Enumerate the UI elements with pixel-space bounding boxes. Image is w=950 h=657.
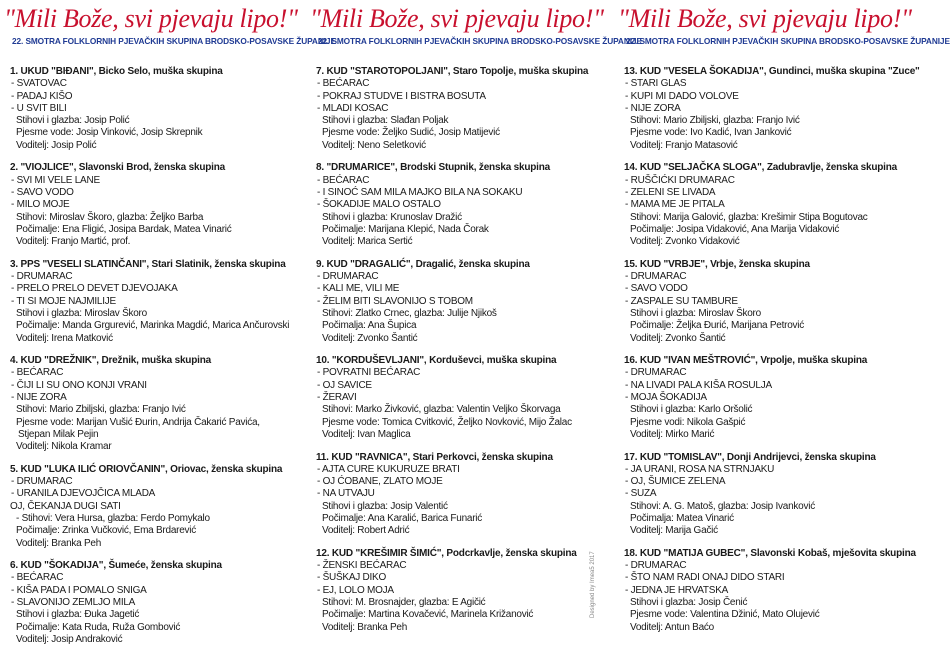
credit-line: Počimalja: Ana Šupica bbox=[322, 320, 417, 332]
column-3 bbox=[618, 0, 950, 633]
poster-title: "Mili Bože, svi pjevaju lipo!" bbox=[618, 4, 912, 33]
poster-title: "Mili Bože, svi pjevaju lipo!" bbox=[4, 4, 298, 33]
song-line: - AJTA CURE KUKURUZE BRATI bbox=[317, 463, 460, 475]
song-line: - KALI ME, VILI ME bbox=[317, 283, 400, 295]
credit-line: Pjesme vode: Željko Sudić, Josip Matijević bbox=[322, 127, 500, 139]
credit-line: Stihovi: Zlatko Crnec, glazba: Julije Njikoš bbox=[322, 307, 497, 319]
song-line: - KIŠA PADA I POMALO SNIGA bbox=[11, 584, 147, 596]
song-line: - JEDNA JE HRVATSKA bbox=[625, 584, 729, 596]
song-line: - BEĆARAC bbox=[317, 78, 370, 90]
performer-entry bbox=[316, 259, 600, 345]
song-line: - KUPI MI DADO VOLOVE bbox=[625, 90, 739, 102]
song-line: - MLADI KOSAC bbox=[317, 102, 389, 114]
credit-line: Pjesme vode: Josip Vinković, Josip Skrepnik bbox=[16, 127, 203, 139]
credit-line: Voditelj: Franjo Matasović bbox=[630, 139, 738, 151]
performer-entry bbox=[624, 547, 916, 634]
song-line: - MILO MOJE bbox=[11, 199, 70, 211]
song-line: - RUŠČIĆKI DRUMARAC bbox=[625, 174, 735, 186]
credit-line: Voditelj: Branka Peh bbox=[322, 621, 408, 633]
performer-heading: 9. KUD "DRAGALIĆ", Dragalić, ženska skupina bbox=[316, 258, 530, 270]
song-line: - PRELO PRELO DEVET DJEVOJAKA bbox=[11, 283, 178, 295]
performer-heading: 12. KUD "KREŠIMIR ŠIMIĆ", Podcrkavlje, ženska skupina bbox=[316, 547, 577, 559]
song-line: - SAVO VODO bbox=[625, 283, 688, 295]
credit-line: Stihovi: M. Brosnajder, glazba: E Agičić bbox=[322, 597, 486, 609]
song-line: - NA UTVAJU bbox=[317, 488, 375, 500]
song-line: - SUZA bbox=[625, 488, 657, 500]
performer-entry bbox=[10, 162, 294, 248]
song-line: - BEĆARAC bbox=[11, 572, 64, 584]
performer-heading: 18. KUD "MATIJA GUBEC", Slavonski Kobaš, mješovita skupina bbox=[624, 547, 916, 559]
credit-line: Stihovi: Marko Živković, glazba: Valentin Veljko Škorvaga bbox=[322, 404, 561, 416]
credit-line: Stihovi i glazba: Miroslav Škoro bbox=[16, 307, 147, 319]
song-line: - SVATOVAC bbox=[11, 78, 67, 90]
song-line: - ČIJI LI SU ONO KONJI VRANI bbox=[11, 379, 147, 391]
credit-line: Voditelj: Ivan Maglica bbox=[322, 428, 411, 440]
song-line: - SLAVONIJO ZEMLJO MILA bbox=[11, 597, 136, 609]
credit-line: Pjesme vode: Tomica Cvitković, Željko Novković, Mijo Žalac bbox=[322, 416, 572, 428]
song-line: - ŽERAVI bbox=[317, 392, 357, 404]
credit-line: Voditelj: Marija Gačić bbox=[630, 525, 718, 537]
song-line: - DRUMARAC bbox=[11, 271, 73, 283]
performer-entry bbox=[624, 452, 908, 538]
credit-line: Stihovi i glazba: Đuka Jagetić bbox=[16, 609, 140, 621]
credit-line: Stjepan Milak Pejin bbox=[18, 428, 99, 440]
performer-heading: 6. KUD "ŠOKADIJA", Šumeće, ženska skupina bbox=[10, 560, 222, 572]
performer-heading: 13. KUD "VESELA ŠOKADIJA", Gundinci, muška skupina "Zuce" bbox=[624, 66, 920, 77]
song-line: - DRUMARAC bbox=[625, 367, 687, 379]
credit-line: Stihovi i glazba: Josip Čenić bbox=[630, 597, 748, 609]
song-line: - SAVO VODO bbox=[11, 186, 74, 198]
song-line: - ZASPALE SU TAMBURE bbox=[625, 295, 738, 307]
performer-entry bbox=[10, 560, 294, 646]
credit-line: Stihovi i glazba: Krunoslav Dražić bbox=[322, 211, 462, 223]
credit-line: Stihovi: A. G. Matoš, glazba: Josip Ivanković bbox=[630, 500, 815, 512]
song-line: - NIJE ZORA bbox=[11, 392, 67, 404]
song-line: - POKRAJ STUDVE I BISTRA BOSUTA bbox=[317, 90, 486, 102]
credit-line: Stihovi: Mario Zbiljski, glazba: Franjo Ivić bbox=[16, 404, 186, 416]
song-line: - ZELENI SE LIVADA bbox=[625, 186, 716, 198]
song-line: - ŠOKADIJE MALO OSTALO bbox=[317, 199, 441, 211]
song-line: - I SINOĆ SAM MILA MAJKO BILA NA SOKAKU bbox=[317, 186, 523, 198]
song-line: - NIJE ZORA bbox=[625, 102, 681, 114]
song-line: - POVRATNI BEĆARAC bbox=[317, 367, 421, 379]
credit-line: Počimalje: Ena Fligić, Josipa Bardak, Matea Vinarić bbox=[16, 223, 232, 235]
song-line: - ŠTO NAM RADI ONAJ DIDO STARI bbox=[625, 572, 785, 584]
performer-entry bbox=[624, 162, 908, 248]
performer-entry bbox=[316, 355, 600, 441]
credit-line: Voditelj: Antun Baćo bbox=[630, 621, 714, 633]
credit-line: Voditelj: Marica Sertić bbox=[322, 236, 413, 248]
performer-heading: 1. UKUD "BIĐANI", Bicko Selo, muška skupina bbox=[10, 66, 223, 77]
song-line: - URANILA DJEVOJČICA MLADA bbox=[11, 488, 156, 500]
song-line: - ŽENSKI BEĆARAC bbox=[317, 560, 407, 572]
credit-line: Počimalje: Martina Kovačević, Marinela Križanović bbox=[322, 609, 534, 621]
performer-entry bbox=[624, 259, 908, 345]
credit-line: Stihovi: Mario Zbiljski, glazba: Franjo Ivić bbox=[630, 115, 800, 127]
song-line: - OJ, ŠUMICE ZELENA bbox=[625, 476, 726, 488]
song-line: - STARI GLAS bbox=[625, 78, 687, 90]
performer-heading: 17. KUD "TOMISLAV", Donji Andrijevci, ženska skupina bbox=[624, 451, 876, 463]
credit-line: - Stihovi: Vera Hursa, glazba: Ferdo Pomykalo bbox=[16, 512, 210, 524]
performer-entry bbox=[624, 66, 920, 152]
designer-credit: Designed by Imea5 2017 bbox=[590, 551, 596, 618]
song-line: - BEĆARAC bbox=[11, 367, 64, 379]
song-line: OJ, ČEKANJA DUGI SATI bbox=[10, 500, 121, 512]
performer-heading: 10. "KORDUŠEVLJANI", Korduševci, muška skupina bbox=[316, 355, 557, 367]
credit-line: Voditelj: Nikola Kramar bbox=[16, 441, 112, 453]
song-line: - BEĆARAC bbox=[317, 174, 370, 186]
song-line: - DRUMARAC bbox=[317, 271, 379, 283]
performer-heading: 16. KUD "IVAN MEŠTROVIĆ", Vrpolje, muška skupina bbox=[624, 355, 868, 367]
credit-line: Stihovi i glazba: Karlo Oršolić bbox=[630, 404, 753, 416]
song-line: - TI SI MOJE NAJMILIJE bbox=[11, 295, 116, 307]
performer-entry bbox=[316, 548, 600, 634]
performer-entry bbox=[10, 66, 294, 152]
credit-line: Voditelj: Josip Polić bbox=[16, 139, 97, 151]
credit-line: Voditelj: Irena Matković bbox=[16, 332, 113, 344]
credit-line: Počimalje: Manda Grgurević, Marinka Magdić, Marica Ančurovski bbox=[16, 320, 290, 332]
poster-subtitle: 22. SMOTRA FOLKLORNIH PJEVAČKIH SKUPINA BRODSKO-POSAVSKE ŽUPANIJE bbox=[12, 36, 336, 46]
poster-subtitle: 22. SMOTRA FOLKLORNIH PJEVAČKIH SKUPINA BRODSKO-POSAVSKE ŽUPANIJE bbox=[318, 36, 642, 46]
credit-line: Počimalje: Zrinka Vučković, Ema Brdarević bbox=[16, 525, 196, 537]
performer-entry bbox=[316, 66, 600, 152]
song-line: - U SVIT BILI bbox=[11, 102, 67, 114]
credit-line: Stihovi i glazba: Miroslav Škoro bbox=[630, 307, 761, 319]
credit-line: Voditelj: Zvonko Šantić bbox=[322, 332, 418, 344]
entries-list bbox=[316, 66, 600, 644]
song-line: - SVI MI VELE LANE bbox=[11, 174, 100, 186]
credit-line: Stihovi i glazba: Slađan Poljak bbox=[322, 115, 449, 127]
credit-line: Voditelj: Zvonko Vidaković bbox=[630, 236, 740, 248]
credit-line: Pjesme vode: Marijan Vušić Đurin, Andrija Čakarić Pavića, bbox=[16, 416, 260, 428]
credit-line: Voditelj: Neno Seletković bbox=[322, 139, 426, 151]
credit-line: Voditelj: Branka Peh bbox=[16, 537, 102, 549]
performer-entry bbox=[316, 452, 600, 538]
credit-line: Stihovi: Miroslav Škoro, glazba: Željko Barba bbox=[16, 211, 204, 223]
performer-heading: 3. PPS "VESELI SLATINČANI", Stari Slatinik, ženska skupina bbox=[10, 258, 286, 270]
song-line: - DRUMARAC bbox=[625, 271, 687, 283]
performer-entry bbox=[10, 259, 294, 345]
song-line: - NA LIVADI PALA KIŠA ROSULJA bbox=[625, 379, 772, 391]
song-line: - OJ SAVICE bbox=[317, 379, 372, 391]
credit-line: Počimalje: Ana Karalić, Barica Funarić bbox=[322, 512, 483, 524]
column-1 bbox=[4, 0, 336, 645]
credit-line: Pjesme vode: Ivo Kadić, Ivan Janković bbox=[630, 127, 792, 139]
entries-list bbox=[624, 66, 920, 644]
credit-line: Voditelj: Josip Andraković bbox=[16, 633, 123, 645]
performer-entry bbox=[316, 162, 600, 248]
performer-entry bbox=[624, 355, 908, 441]
credit-line: Voditelj: Franjo Martić, prof. bbox=[16, 236, 131, 248]
performer-heading: 14. KUD "SELJAČKA SLOGA", Zadubravlje, ženska skupina bbox=[624, 162, 898, 174]
performer-heading: 4. KUD "DREŽNIK", Drežnik, muška skupina bbox=[10, 355, 211, 367]
performer-entry bbox=[10, 464, 294, 550]
credit-line: Počimalje: Josipa Vidaković, Ana Marija Vidaković bbox=[630, 223, 840, 235]
credit-line: Stihovi i glazba: Josip Polić bbox=[16, 115, 130, 127]
song-line: - EJ, LOLO MOJA bbox=[317, 584, 394, 596]
poster-subtitle: 22. SMOTRA FOLKLORNIH PJEVAČKIH SKUPINA BRODSKO-POSAVSKE ŽUPANIJE bbox=[626, 36, 950, 46]
performer-heading: 7. KUD "STAROTOPOLJANI", Staro Topolje, muška skupina bbox=[316, 66, 589, 77]
song-line: - DRUMARAC bbox=[625, 560, 687, 572]
performer-heading: 2. "VIOJLICE", Slavonski Brod, ženska skupina bbox=[10, 162, 225, 174]
performer-heading: 15. KUD "VRBJE", Vrbje, ženska skupina bbox=[624, 258, 810, 270]
song-line: - PADAJ KIŠO bbox=[11, 90, 73, 102]
song-line: - DRUMARAC bbox=[11, 476, 73, 488]
poster-title: "Mili Bože, svi pjevaju lipo!" bbox=[310, 4, 604, 33]
performer-heading: 5. KUD "LUKA ILIĆ ORIOVČANIN", Oriovac, ženska skupina bbox=[10, 463, 283, 475]
song-line: - ŠUŠKAJ DIKO bbox=[317, 572, 386, 584]
song-line: - ŽELIM BITI SLAVONIJO S TOBOM bbox=[317, 295, 473, 307]
performer-entry bbox=[10, 355, 294, 453]
song-line: - JA URANI, ROSA NA STRNJAKU bbox=[625, 463, 775, 475]
credit-line: Pjesme vodi: Nikola Gašpić bbox=[630, 416, 746, 428]
performer-heading: 11. KUD "RAVNICA", Stari Perkovci, ženska skupina bbox=[316, 451, 553, 463]
song-line: - OJ ĆOBANE, ZLATO MOJE bbox=[317, 476, 443, 488]
credit-line: Počimalja: Matea Vinarić bbox=[630, 512, 734, 524]
credit-line: Počimalje: Kata Ruda, Ruža Gombović bbox=[16, 621, 181, 633]
credit-line: Stihovi: Marija Galović, glazba: Krešimir Stipa Bogutovac bbox=[630, 211, 868, 223]
song-line: - MOJA ŠOKADIJA bbox=[625, 392, 707, 404]
entries-list bbox=[10, 66, 294, 657]
song-line: - MAMA ME JE PITALA bbox=[625, 199, 725, 211]
performer-heading: 8. "DRUMARICE", Brodski Stupnik, ženska skupina bbox=[316, 162, 551, 174]
credit-line: Stihovi i glazba: Josip Valentić bbox=[322, 500, 448, 512]
credit-line: Voditelj: Robert Adrić bbox=[322, 525, 410, 537]
credit-line: Voditelj: Zvonko Šantić bbox=[630, 332, 726, 344]
credit-line: Pjesme vode: Valentina Džinić, Mato Olujević bbox=[630, 609, 820, 621]
credit-line: Voditelj: Mirko Marić bbox=[630, 428, 715, 440]
credit-line: Počimalje: Marijana Klepić, Nada Čorak bbox=[322, 223, 489, 235]
credit-line: Počimalje: Željka Đurić, Marijana Petrović bbox=[630, 320, 805, 332]
